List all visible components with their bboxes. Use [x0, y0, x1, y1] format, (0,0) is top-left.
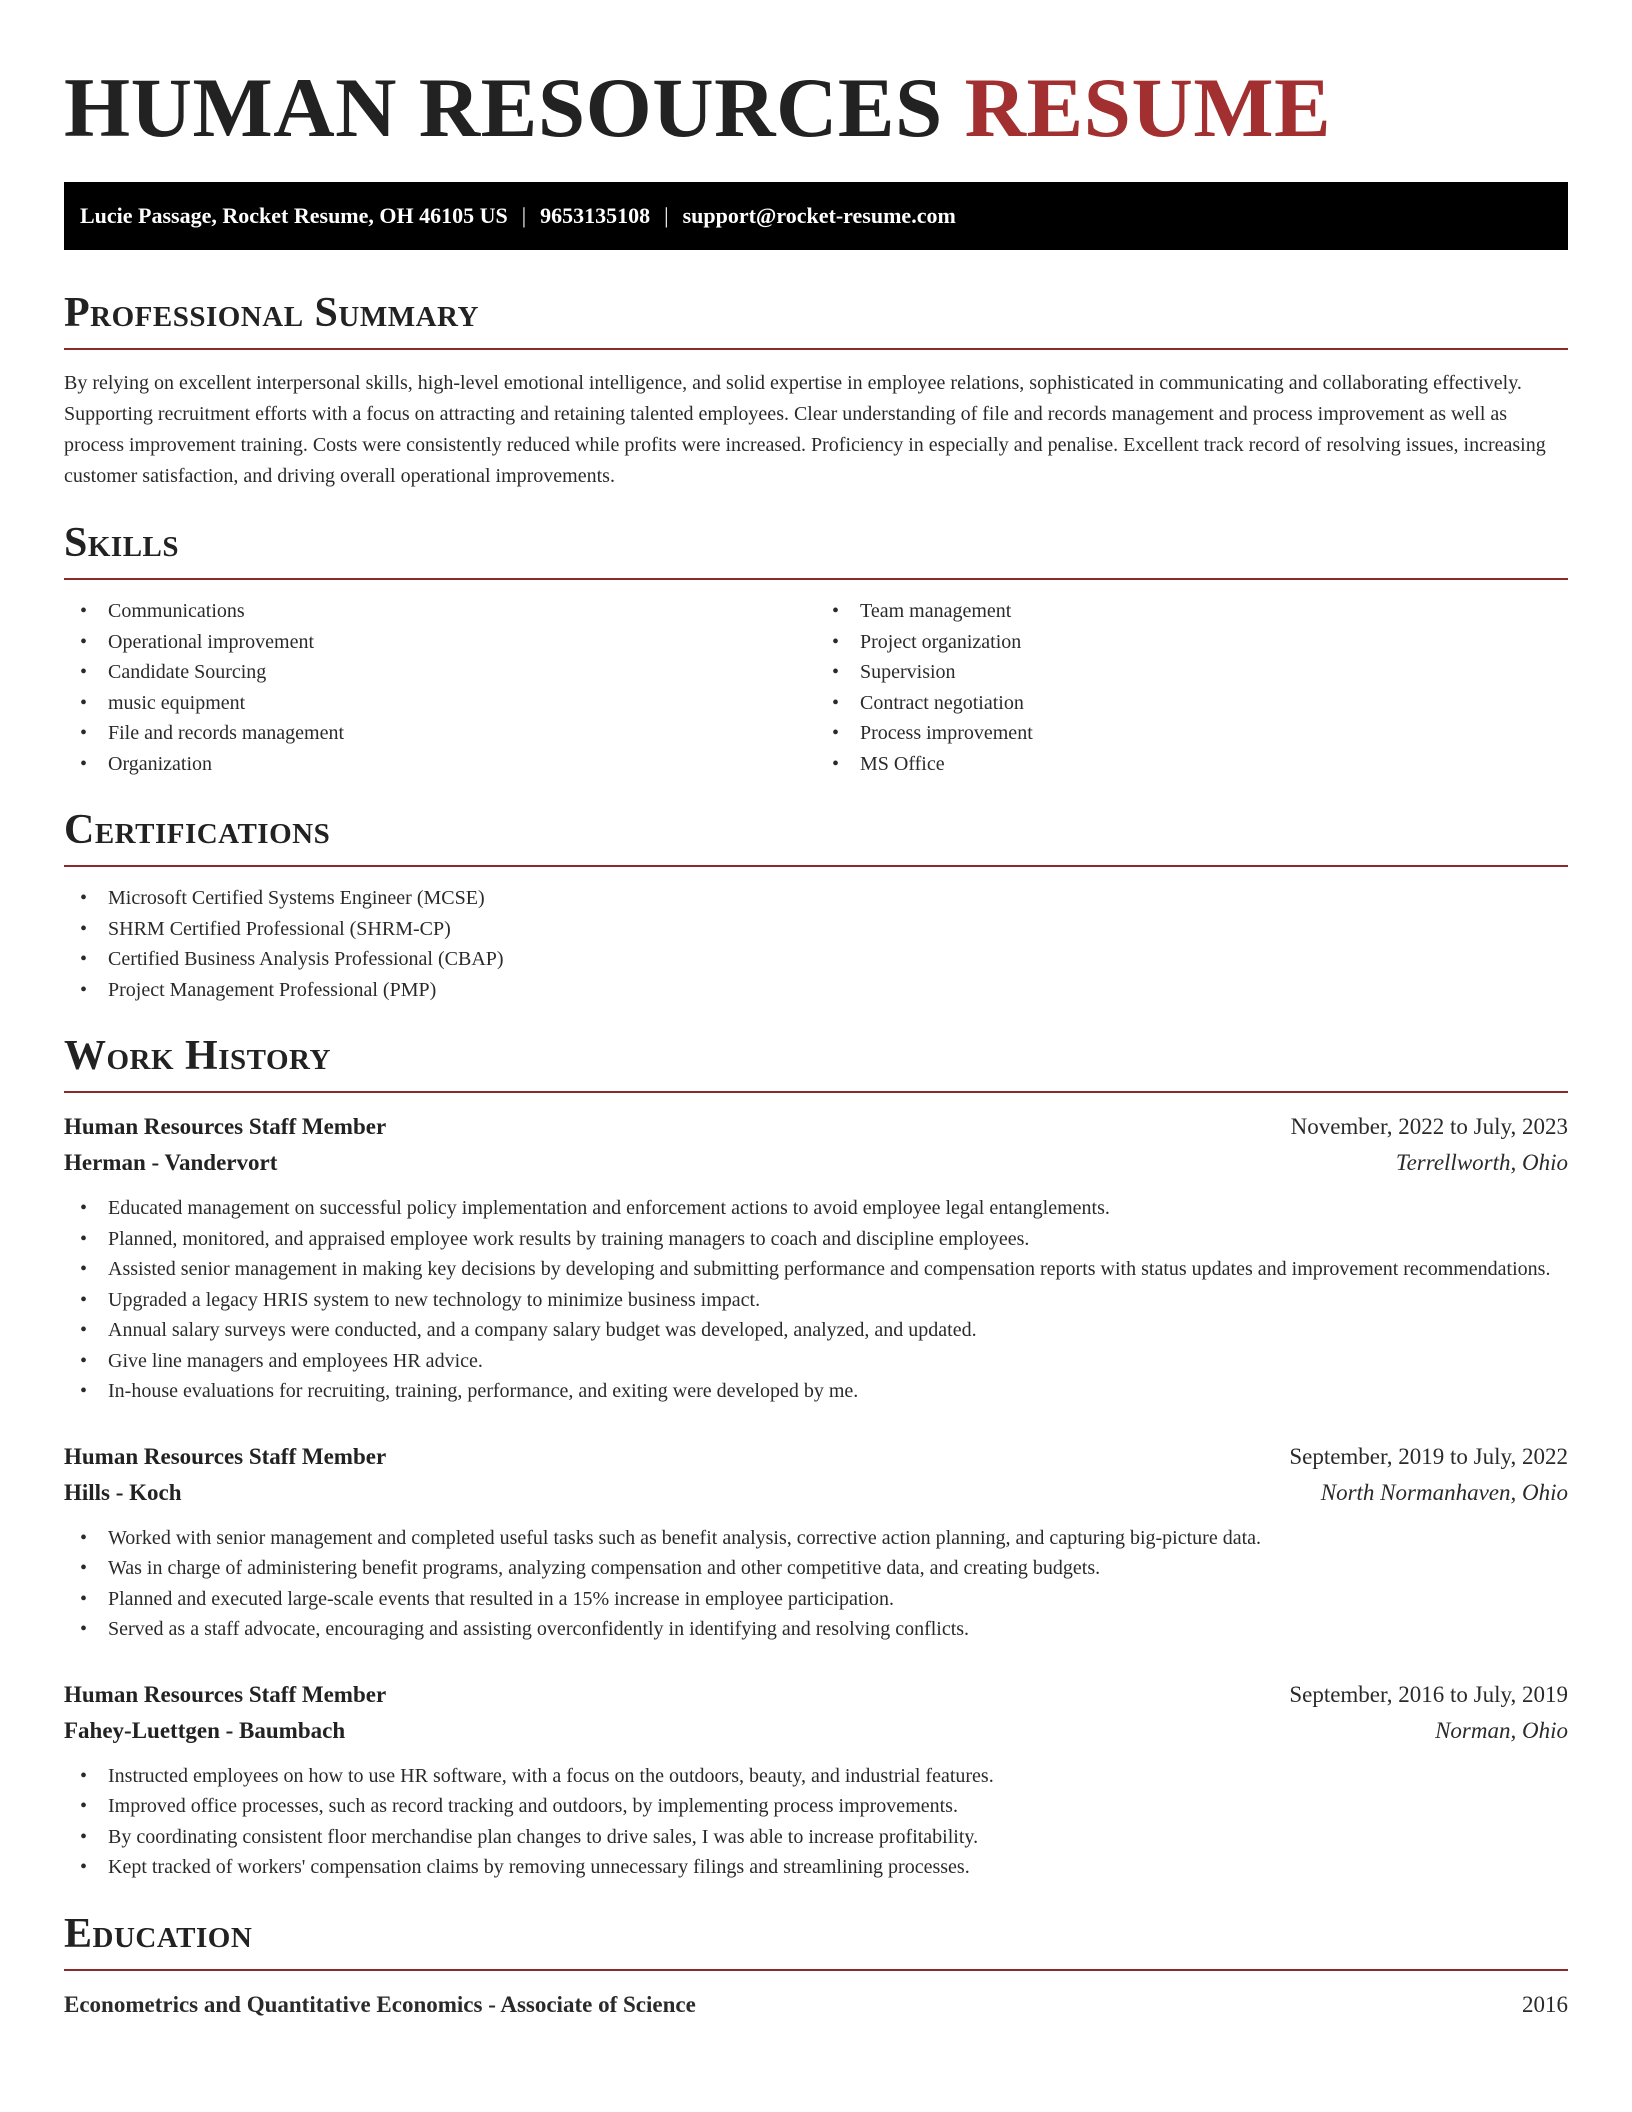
skills-section [64, 522, 1568, 779]
title-accent: RESUME [964, 61, 1332, 155]
skill-item: • Project organization [816, 627, 1568, 658]
skill-item: • music equipment [64, 688, 816, 719]
skill-item: • Supervision [816, 657, 1568, 688]
summary-text: By relying on excellent interpersonal skills, high-level emotional intelligence, and solid expertise in employee relations, sophisticated in communicating and collaborating effectively. Supporting recruitment efforts with a focus on attracting and retaining talented employees. Clear understanding of file and records management and process improvement as well as process improvement training. Costs were consistently reduced while profits were increased. Proficiency in especially and penalise. Excellent track record of resolving issues, increasing customer satisfaction, and driving overall operational improvements. [64, 372, 1546, 487]
education-section [64, 1910, 1568, 2023]
skill-item: • Candidate Sourcing [64, 657, 816, 688]
job-location: Norman, Ohio [1435, 1717, 1568, 1743]
job-bullet: • Improved office processes, such as record tracking and outdoors, by implementing process improvements. [64, 1791, 1568, 1822]
contact-email: support@rocket-resume.com [682, 203, 956, 228]
section-heading: Certifications [64, 809, 1568, 867]
skill-item: • MS Office [816, 749, 1568, 780]
job-location: Terrellworth, Ohio [1395, 1150, 1568, 1175]
certifications-section [64, 809, 1568, 1005]
job-dates: September, 2019 to July, 2022 [1289, 1443, 1568, 1469]
job-entry [64, 1677, 1568, 1883]
skill-item: • Team management [816, 596, 1568, 627]
education-degree: Econometrics and Quantitative Economics - Associate of Science [64, 1991, 696, 2017]
job-bullet: • In-house evaluations for recruiting, training, performance, and exiting were developed by me. [64, 1376, 1568, 1407]
section-heading: Work History [64, 1035, 1568, 1093]
job-bullet: • Served as a staff advocate, encouraging and assisting overconfidently in identifying and resolving conflicts. [64, 1614, 1568, 1645]
contact-separator: | [521, 203, 527, 228]
skills-list-left [64, 596, 816, 779]
section-heading: Professional Summary [64, 292, 1568, 350]
job-location: North Normanhaven, Ohio [1320, 1479, 1568, 1505]
job-bullet: • Upgraded a legacy HRIS system to new technology to minimize business impact. [64, 1285, 1568, 1316]
section-heading: Education [64, 1913, 1568, 1971]
summary-section [64, 292, 1568, 492]
job-bullet: • Educated management on successful policy implementation and enforcement actions to avoid employee legal entanglements. [64, 1193, 1568, 1224]
job-bullet: • Annual salary surveys were conducted, and a company salary budget was developed, analyzed, and updated. [64, 1315, 1568, 1346]
job-dates: November, 2022 to July, 2023 [1290, 1114, 1568, 1139]
job-title: Human Resources Staff Member [64, 1114, 387, 1139]
job-bullet: • Kept tracked of workers' compensation claims by removing unnecessary filings and streamlining processes. [64, 1852, 1568, 1883]
title-main: HUMAN RESOURCES [64, 61, 943, 155]
certification-item: • SHRM Certified Professional (SHRM-CP) [64, 914, 1568, 945]
skill-item: • File and records management [64, 718, 816, 749]
certification-item: • Project Management Professional (PMP) [64, 975, 1568, 1006]
job-bullet: • Planned, monitored, and appraised employee work results by training managers to coach and discipline employees. [64, 1224, 1568, 1255]
job-title: Human Resources Staff Member [64, 1681, 387, 1707]
certifications-list [64, 883, 1568, 1005]
contact-bar [64, 182, 1568, 250]
education-year: 2016 [1522, 1991, 1568, 2017]
job-dates: September, 2016 to July, 2019 [1289, 1681, 1568, 1707]
skill-item: • Operational improvement [64, 627, 816, 658]
work-history-section [64, 1035, 1568, 1883]
job-bullet: • Instructed employees on how to use HR software, with a focus on the outdoors, beauty, and industrial features. [64, 1761, 1568, 1792]
section-heading: Skills [64, 522, 1568, 580]
job-company: Fahey-Luettgen - Baumbach [64, 1717, 346, 1743]
job-bullets [64, 1523, 1568, 1645]
skills-list-right [816, 596, 1568, 779]
certification-item: • Certified Business Analysis Professional (CBAP) [64, 944, 1568, 975]
job-bullet: • Planned and executed large-scale events that resulted in a 15% increase in employee participation. [64, 1584, 1568, 1615]
skill-item: • Process improvement [816, 718, 1568, 749]
job-company: Hills - Koch [64, 1479, 182, 1505]
job-bullets [64, 1761, 1568, 1883]
job-bullet: • By coordinating consistent floor merchandise plan changes to drive sales, I was able to increase profitability. [64, 1822, 1568, 1853]
contact-phone: 9653135108 [540, 203, 651, 228]
job-entry [64, 1439, 1568, 1645]
job-bullets [64, 1193, 1568, 1407]
contact-separator: | [664, 203, 669, 228]
job-bullet: • Give line managers and employees HR advice. [64, 1346, 1568, 1377]
resume-title [64, 61, 1568, 170]
job-bullet: • Assisted senior management in making key decisions by developing and submitting performance and compensation reports with status updates and improvement recommendations. [64, 1254, 1568, 1285]
skill-item: • Organization [64, 749, 816, 780]
skill-item: • Contract negotiation [816, 688, 1568, 719]
job-company: Herman - Vandervort [64, 1150, 278, 1175]
job-entry [64, 1109, 1568, 1407]
job-bullet: • Was in charge of administering benefit programs, analyzing compensation and other competitive data, and creating budgets. [64, 1553, 1568, 1584]
contact-address: Lucie Passage, Rocket Resume, OH 46105 US [80, 203, 508, 228]
skill-item: • Communications [64, 596, 816, 627]
certification-item: • Microsoft Certified Systems Engineer (MCSE) [64, 883, 1568, 914]
job-title: Human Resources Staff Member [64, 1443, 387, 1469]
job-bullet: • Worked with senior management and completed useful tasks such as benefit analysis, corrective action planning, and capturing big-picture data. [64, 1523, 1568, 1554]
